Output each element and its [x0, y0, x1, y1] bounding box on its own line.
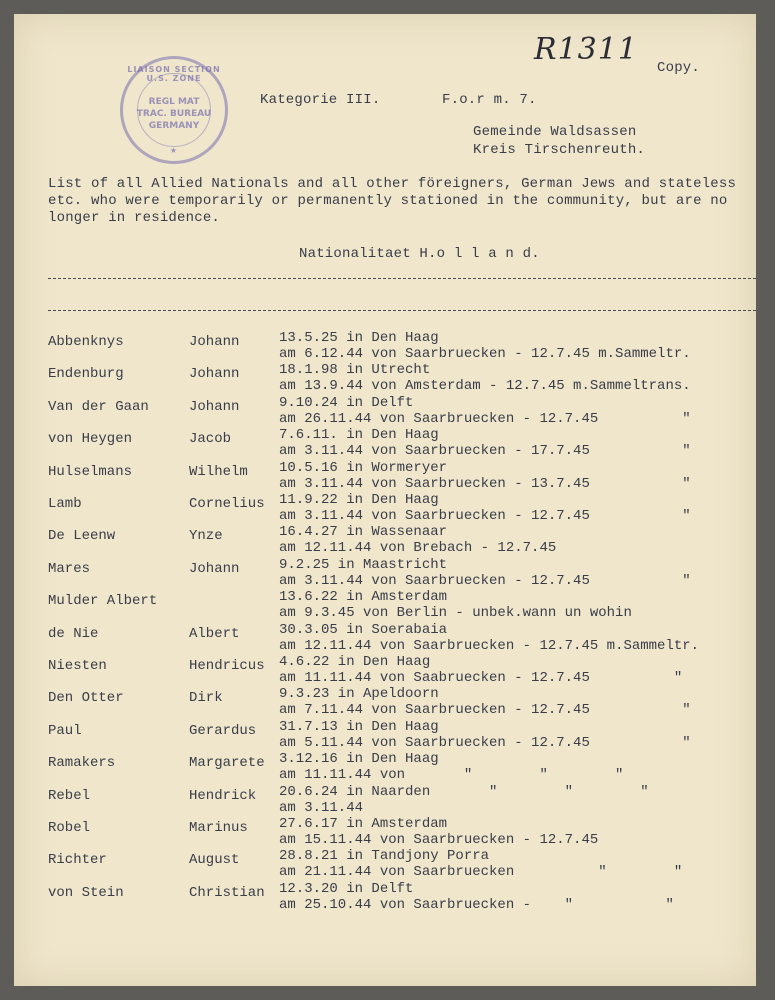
list-item	[14, 881, 756, 915]
list-item	[14, 362, 756, 396]
entry-movement: am 3.11.44 von Saarbruecken - 12.7.45 "	[279, 508, 691, 524]
entry-given-name: Margarete	[189, 755, 265, 772]
list-item	[14, 427, 756, 461]
entry-birth: 7.6.11. in Den Haag	[279, 427, 439, 444]
entry-surname: Den Otter	[48, 690, 124, 707]
entry-birth: 12.3.20 in Delft	[279, 880, 414, 897]
entry-given-name: Marinus	[189, 820, 248, 836]
entry-surname: Endenburg	[48, 366, 124, 383]
entry-surname: Mulder Albert	[48, 593, 158, 610]
list-item	[14, 622, 756, 656]
entry-birth: 4.6.22 in Den Haag	[279, 654, 431, 670]
entry-birth: 9.10.24 in Delft	[279, 394, 414, 411]
nationality-heading: Nationalitaet H.o l l a n d.	[299, 246, 540, 262]
stamp-line-2: TRAC. BUREAU	[136, 109, 212, 119]
kreis-label: Kreis Tirschenreuth.	[473, 142, 646, 158]
entry-surname: Niesten	[48, 658, 107, 674]
entry-surname: Rebel	[48, 787, 91, 804]
copy-label: Copy.	[657, 60, 701, 76]
entry-surname: von Heygen	[48, 431, 133, 448]
entry-given-name: Hendricus	[189, 658, 265, 674]
list-item	[14, 589, 756, 623]
list-item	[14, 848, 756, 882]
list-item	[14, 395, 756, 429]
kategorie-label: Kategorie III.	[260, 92, 381, 108]
entry-given-name: Dirk	[189, 690, 223, 707]
entry-movement: am 3.11.44 von Saarbruecken - 12.7.45 "	[279, 572, 691, 589]
list-item	[14, 492, 756, 526]
entry-surname: Mares	[48, 560, 91, 577]
entry-surname: Hulselmans	[48, 463, 133, 480]
stamp-star: ★	[169, 146, 179, 155]
list-item	[14, 719, 756, 753]
gemeinde-label: Gemeinde Waldsassen	[473, 124, 637, 140]
list-item	[14, 330, 756, 364]
handwritten-reference: R1311	[534, 32, 638, 67]
entry-birth: 27.6.17 in Amsterdam	[279, 816, 448, 832]
entry-birth: 18.1.98 in Utrecht	[279, 362, 431, 379]
entry-movement: am 12.11.44 von Brebach - 12.7.45	[279, 540, 557, 557]
entry-birth: 3.12.16 in Den Haag	[279, 751, 439, 768]
entry-birth: 11.9.22 in Den Haag	[279, 492, 439, 508]
entry-movement: am 26.11.44 von Saarbruecken - 12.7.45 "	[279, 410, 691, 427]
entry-given-name: Ynze	[189, 528, 223, 545]
entry-movement: am 15.11.44 von Saarbruecken - 12.7.45	[279, 832, 599, 848]
entry-movement: am 9.3.45 von Berlin - unbek.wann un wohin	[279, 605, 632, 622]
entry-surname: Richter	[48, 852, 107, 869]
entry-given-name: Albert	[189, 625, 240, 642]
entry-movement: am 3.11.44	[279, 799, 364, 816]
entry-given-name: Christian	[189, 884, 265, 901]
entries-list	[14, 14, 756, 986]
entry-movement: am 3.11.44 von Saarbruecken - 13.7.45 "	[279, 475, 691, 492]
entry-surname: Robel	[48, 820, 91, 836]
entry-surname: von Stein	[48, 884, 124, 901]
entry-surname: Paul	[48, 722, 82, 739]
entry-birth: 9.3.23 in Apeldoorn	[279, 686, 439, 703]
entry-birth: 9.2.25 in Maastricht	[279, 556, 448, 573]
entry-surname: Ramakers	[48, 755, 116, 772]
list-item	[14, 557, 756, 591]
list-item	[14, 460, 756, 494]
entry-given-name: Gerardus	[189, 722, 257, 739]
entry-birth: 20.6.24 in Naarden " " "	[279, 783, 649, 800]
entry-surname: Lamb	[48, 496, 82, 512]
entry-movement: am 13.9.44 von Amsterdam - 12.7.45 m.Sammeltrans.	[279, 378, 691, 395]
stamp-ring-text: LIAISON SECTION U.S. ZONE	[127, 65, 221, 83]
entry-surname: Abbenknys	[48, 334, 124, 350]
list-item	[14, 816, 756, 850]
entry-given-name: Cornelius	[189, 496, 265, 512]
entry-surname: de Nie	[48, 625, 99, 642]
list-item	[14, 524, 756, 558]
entry-given-name: Johann	[189, 366, 240, 383]
list-item	[14, 654, 756, 688]
entry-given-name: Hendrick	[189, 787, 257, 804]
entry-movement: am 6.12.44 von Saarbruecken - 12.7.45 m.Sammeltr.	[279, 346, 691, 362]
entry-given-name: Wilhelm	[189, 463, 248, 480]
entry-given-name: Jacob	[189, 431, 232, 448]
entry-birth: 31.7.13 in Den Haag	[279, 718, 439, 735]
intro-paragraph: List of all Allied Nationals and all other föreigners, German Jews and stateless etc. who were temporarily or permanently stationed in the community, but are no longer in residence.	[48, 176, 737, 226]
list-item	[14, 686, 756, 720]
entry-given-name: Johann	[189, 560, 240, 577]
entry-birth: 13.6.22 in Amsterdam	[279, 589, 448, 606]
entry-given-name: Johann	[189, 398, 240, 415]
entry-birth: 16.4.27 in Wassenaar	[279, 524, 448, 541]
entry-movement: am 5.11.44 von Saarbruecken - 12.7.45 "	[279, 734, 691, 751]
entry-given-name: Johann	[189, 334, 240, 350]
entry-movement: am 11.11.44 von " " "	[279, 767, 624, 784]
entry-birth: 13.5.25 in Den Haag	[279, 330, 439, 346]
entry-surname: Van der Gaan	[48, 398, 149, 415]
entry-surname: De Leenw	[48, 528, 116, 545]
entry-birth: 10.5.16 in Wormeryer	[279, 459, 448, 476]
list-item	[14, 784, 756, 818]
entry-movement: am 25.10.44 von Saarbruecken - " "	[279, 896, 674, 913]
entry-movement: am 21.11.44 von Saarbruecken " "	[279, 864, 683, 881]
stamp-line-3: GERMANY	[148, 121, 200, 131]
entry-birth: 30.3.05 in Soerabaia	[279, 621, 448, 638]
entry-given-name: August	[189, 852, 240, 869]
entry-movement: am 11.11.44 von Saabruecken - 12.7.45 "	[279, 670, 683, 686]
entry-birth: 28.8.21 in Tandjony Porra	[279, 848, 490, 865]
entry-movement: am 7.11.44 von Saarbruecken - 12.7.45 "	[279, 702, 691, 719]
form-label: F.o.r m. 7.	[442, 92, 537, 108]
document-page	[14, 14, 756, 986]
entry-movement: am 3.11.44 von Saarbruecken - 17.7.45 "	[279, 443, 691, 460]
stamp-line-1: REGL MAT	[148, 97, 200, 107]
entry-movement: am 12.11.44 von Saarbruecken - 12.7.45 m.Sammeltr.	[279, 637, 700, 654]
list-item	[14, 751, 756, 785]
